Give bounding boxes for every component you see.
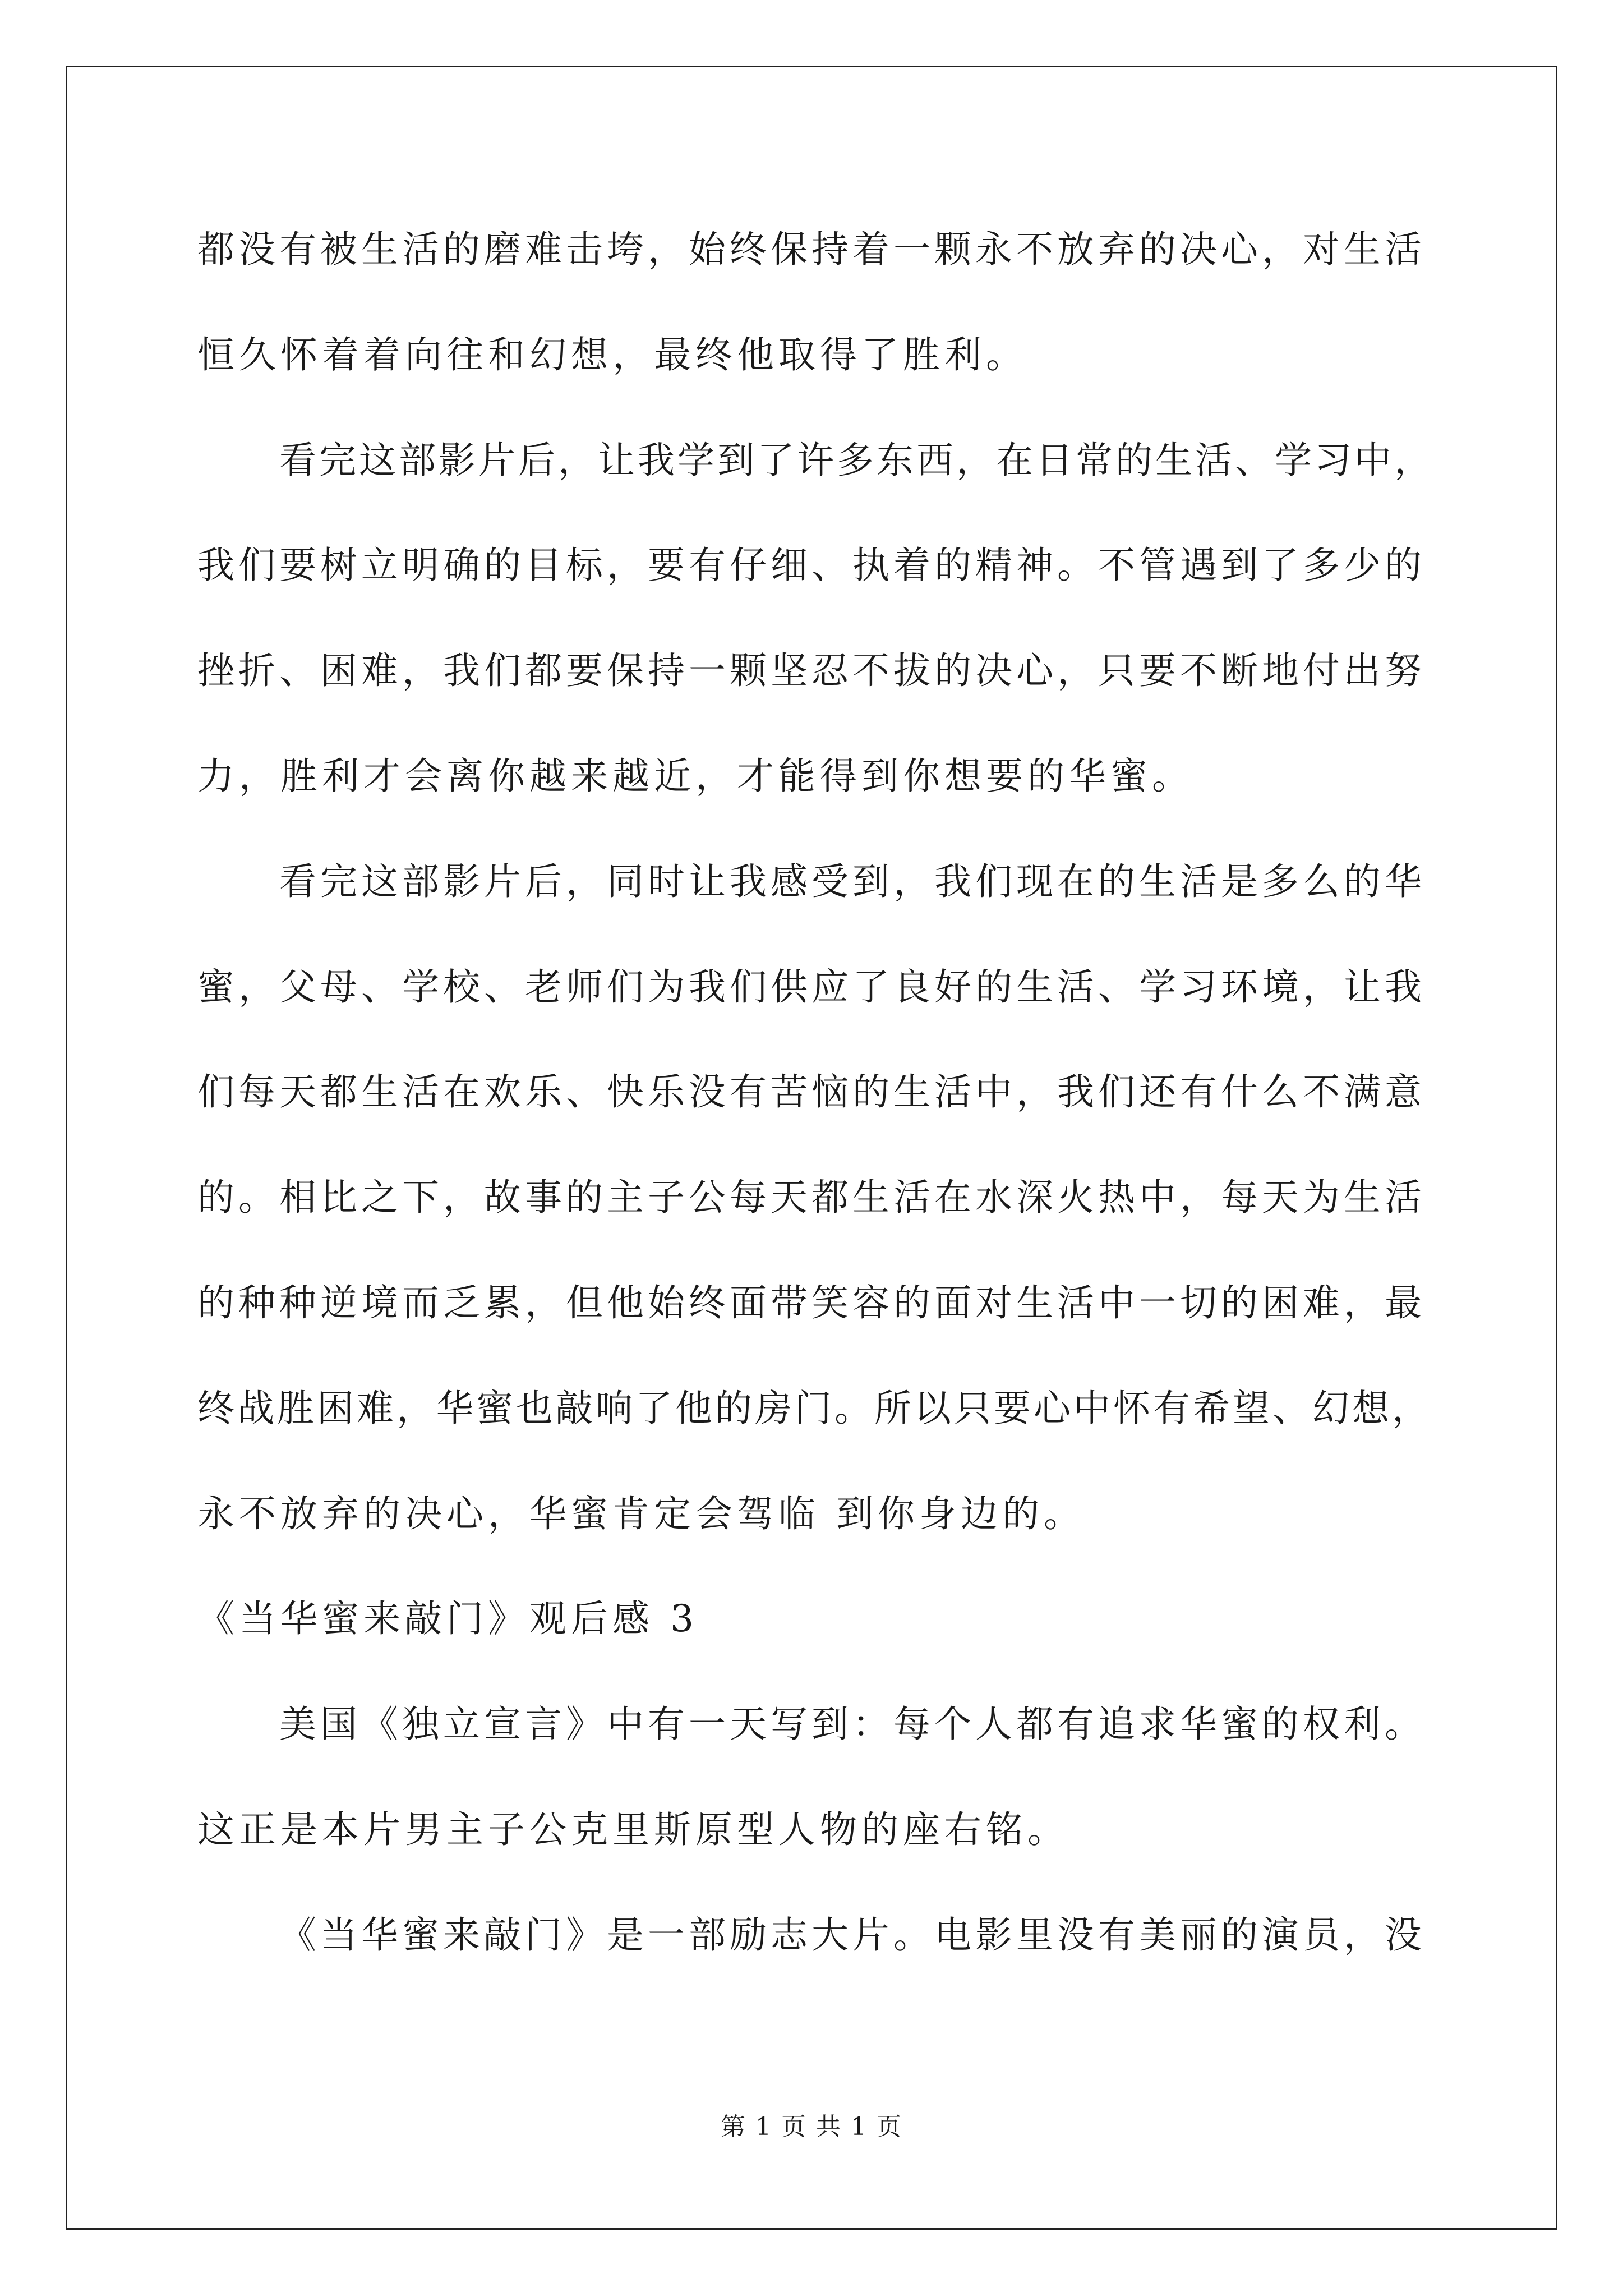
paragraph-line: 这正是本片男主子公克里斯原型人物的座右铭。 <box>197 1808 1069 1851</box>
paragraph-line: 的。相比之下，故事的主子公每天都生活在水深火热中，每天为生活 <box>197 1176 1426 1219</box>
paragraph-line: 的种种逆境而乏累，但他始终面带笑容的面对生活中一切的困难，最 <box>197 1281 1426 1324</box>
paragraph-line: 《当华蜜来敲门》是一部励志大片。电影里没有美丽的演员，没 <box>279 1913 1426 1957</box>
paragraph-line: 永不放弃的决心，华蜜肯定会驾临 到你身边的。 <box>197 1492 1085 1535</box>
paragraph-line: 们每天都生活在欢乐、快乐没有苦恼的生活中，我们还有什么不满意 <box>197 1070 1426 1114</box>
paragraph-line: 都没有被生活的磨难击垮，始终保持着一颗永不放弃的决心，对生活 <box>197 228 1426 271</box>
paragraph-line: 力，胜利才会离你越来越近，才能得到你想要的华蜜。 <box>197 754 1193 798</box>
paragraph-line: 蜜，父母、学校、老师们为我们供应了良好的生活、学习环境，让我 <box>197 965 1426 1009</box>
paragraph-line: 挫折、困难，我们都要保持一颗坚忍不拔的决心，只要不断地付出努 <box>197 649 1426 692</box>
page-number-footer: 第 1 页 共 1 页 <box>721 2113 902 2141</box>
page-frame <box>66 66 1557 2230</box>
paragraph-line: 恒久怀着着向往和幻想，最终他取得了胜利。 <box>197 333 1027 376</box>
section-heading: 《当华蜜来敲门》观后感 3 <box>197 1597 698 1640</box>
paragraph-line: 看完这部影片后，让我学到了许多东西，在日常的生活、学习中， <box>279 439 1434 482</box>
paragraph-line: 看完这部影片后，同时让我感受到，我们现在的生活是多么的华 <box>279 860 1426 903</box>
paragraph-line: 美国《独立宣言》中有一天写到：每个人都有追求华蜜的权利。 <box>279 1703 1426 1746</box>
paragraph-line: 终战胜困难，华蜜也敲响了他的房门。所以只要心中怀有希望、幻想， <box>197 1387 1432 1430</box>
paragraph-line: 我们要树立明确的目标，要有仔细、执着的精神。不管遇到了多少的 <box>197 544 1426 587</box>
